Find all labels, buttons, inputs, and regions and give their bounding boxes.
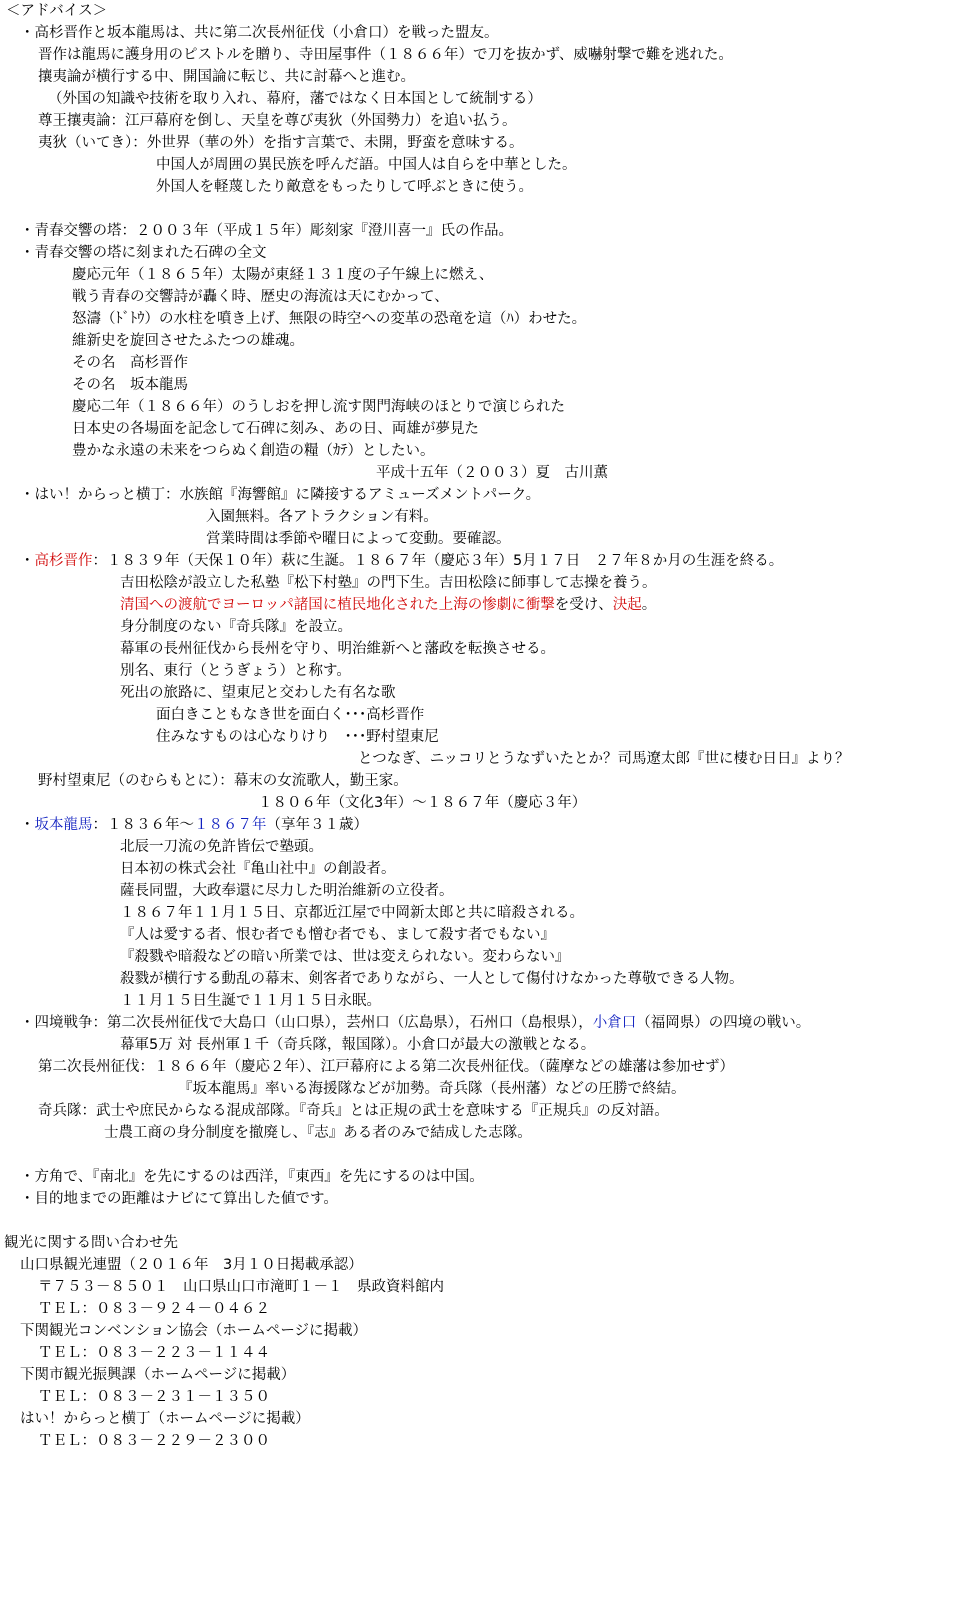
text-line: 薩長同盟，大政奉還に尽力した明治維新の立役者。 <box>120 883 454 899</box>
contact-org: 下関観光コンベンション協会（ホームページに掲載） <box>20 1323 368 1339</box>
takasugi-intro-line <box>20 550 783 572</box>
contact-phone: ＴＥＬ：０８３－２２９－２３００ <box>38 1433 270 1449</box>
text-line: 日本初の株式会社『亀山社中』の創設者。 <box>120 861 396 877</box>
text-line: 奇兵隊：武士や庶民からなる混成部隊。『奇兵』とは正規の武士を意味する『正規兵』の反対語。 <box>38 1103 669 1119</box>
inscription-line: 慶応二年（１８６６年）のうしおを押し流す関門海峡のほとりで演じられた <box>72 399 565 415</box>
contact-org: はい！からっと横丁（ホームページに掲載） <box>20 1411 310 1427</box>
quote-line: 『殺戮や暗殺などの暗い所業では、世は変えられない。変わらない』 <box>120 949 570 965</box>
highlight-red-text: 決起 <box>612 597 642 613</box>
text-line: 第二次長州征伐：１８６６年（慶応２年）、江戸幕府による第二次長州征伐。（薩摩などの雄藩は参加せず） <box>38 1059 734 1075</box>
text-line: 入園無料。各アトラクション有料。 <box>206 509 438 525</box>
text-line: 幕軍5万 対 長州軍１千（奇兵隊，報国隊）。小倉口が最大の激戦となる。 <box>120 1037 596 1053</box>
bullet: ・ <box>20 817 35 833</box>
text-line: １８６７年１１月１５日、京都近江屋で中岡新太郎と共に暗殺される。 <box>120 905 584 921</box>
poem-line: 住みなすものは心なりけり ･･･野村望東尼 <box>156 729 439 745</box>
advice-heading: ＜アドバイス＞ <box>6 3 108 19</box>
text-line: 尊王攘夷論：江戸幕府を倒し、天皇を尊び夷狄（外国勢力）を追い払う。 <box>38 113 517 129</box>
quote-line: 『人は愛する者、恨む者でも憎む者でも、まして殺す者でもない』 <box>120 927 555 943</box>
text-fragment: （福岡県）の四境の戦い。 <box>636 1015 811 1031</box>
text-line: （外国の知識や技術を取り入れ、幕府，藩ではなく日本国として統制する） <box>48 91 542 107</box>
text-line: ・方角で、『南北』を先にするのは西洋，『東西』を先にするのは中国。 <box>20 1169 484 1185</box>
text-line: ・目的地までの距離はナビにて算出した値です。 <box>20 1191 338 1207</box>
text-line: 死出の旅路に、望東尼と交わした有名な歌 <box>120 685 396 701</box>
text-fragment: 。 <box>641 597 657 613</box>
highlight-blue-text: １８６７年 <box>194 817 267 833</box>
text-line: １１月１５日生誕で１１月１５日永眠。 <box>120 993 381 1009</box>
sakamoto-intro-line <box>20 814 368 836</box>
highlight-blue-text: 小倉口 <box>592 1015 637 1031</box>
takasugi-highlight-line <box>120 594 656 616</box>
text-line: １８０６年（文化3年）～１８６７年（慶応３年） <box>258 795 587 811</box>
text-line: 士農工商の身分制度を撤廃し、『志』ある者のみで結成した志隊。 <box>104 1125 532 1141</box>
text-line: 殺戮が横行する動乱の幕末、剣客者でありながら、一人として傷付けなかった尊敬できる人物。 <box>120 971 744 987</box>
inscription-line: 慶応元年（１８６５年）太陽が東経１３１度の子午線上に燃え、 <box>72 267 494 283</box>
bullet: ・ <box>20 553 35 569</box>
contact-org: 山口県観光連盟（２０１６年 3月１０日掲載承認） <box>20 1257 363 1273</box>
text-line: ・高杉晋作と坂本龍馬は、共に第二次長州征伐（小倉口）を戦った盟友。 <box>20 25 499 41</box>
text-line: 中国人が周囲の異民族を呼んだ語。中国人は自らを中華とした。 <box>156 157 577 173</box>
text-line: 北辰一刀流の免許皆伝で塾頭。 <box>120 839 323 855</box>
inscription-line: 日本史の各場面を記念して石碑に刻み、あの日、両雄が夢見た <box>72 421 479 437</box>
shikyo-intro-line <box>20 1012 810 1034</box>
text-fragment: （享年３１歳） <box>266 817 368 833</box>
text-fragment: を受け、 <box>554 597 613 613</box>
highlight-red-text: 清国への渡航でヨーロッパ諸国に植民地化された上海の惨劇に衝撃 <box>120 597 555 613</box>
text-line: 野村望東尼（のむらもとに）：幕末の女流歌人，勤王家。 <box>38 773 408 789</box>
contact-address: 〒７５３－８５０１ 山口県山口市滝町１－１ 県政資料館内 <box>38 1279 444 1295</box>
inscription-signature: 平成十五年（２００３）夏 古川薫 <box>376 465 608 481</box>
contact-phone: ＴＥＬ：０８３－２３１－１３５０ <box>38 1389 270 1405</box>
text-line: ・青春交響の塔：２００３年（平成１５年）彫刻家『澄川喜一』氏の作品。 <box>20 223 513 239</box>
contact-org: 下関市観光振興課（ホームページに掲載） <box>20 1367 296 1383</box>
sakamoto-name: 坂本龍馬 <box>34 817 93 833</box>
text-line: 吉田松陰が設立した私塾『松下村塾』の門下生。吉田松陰に師事して志操を養う。 <box>120 575 657 591</box>
text-line: 外国人を軽蔑したり敵意をもったりして呼ぶときに使う。 <box>156 179 533 195</box>
takasugi-name: 高杉晋作 <box>34 553 93 569</box>
takasugi-intro: ：１８３９年（天保１０年）萩に生誕。１８６７年（慶応３年）5月１７日 ２７年８か月の生涯を終る。 <box>92 553 784 569</box>
text-line: 営業時間は季節や曜日によって変動。要確認。 <box>206 531 511 547</box>
inscription-line: 豊かな永遠の未来をつらぬく創造の糧（ｶﾃ）としたい。 <box>72 443 435 459</box>
text-line: ・はい！からっと横丁：水族館『海響館』に隣接するアミューズメントパーク。 <box>20 487 541 503</box>
text-line: とつなぎ、ニッコリとうなずいたとか？司馬遼太郎『世に棲む日日』より？ <box>358 751 850 767</box>
text-line: 『坂本龍馬』率いる海援隊などが加勢。奇兵隊（長州藩）などの圧勝で終結。 <box>178 1081 686 1097</box>
inscription-line: 戦う青春の交響詩が轟く時、歴史の海流は天にむかって、 <box>72 289 449 305</box>
contact-phone: ＴＥＬ：０８３－２２３－１１４４ <box>38 1345 270 1361</box>
text-line: 幕軍の長州征伐から長州を守り、明治維新へと藩政を転換させる。 <box>120 641 555 657</box>
text-line: 夷狄（いてき）：外世界（華の外）を指す言葉で、未開，野蛮を意味する。 <box>38 135 524 151</box>
text-line: 晋作は龍馬に護身用のピストルを贈り、寺田屋事件（１８６６年）で刀を抜かず、威嚇射撃で難を逃れた。 <box>38 47 733 63</box>
contacts-heading: 観光に関する問い合わせ先 <box>4 1235 178 1251</box>
inscription-line: 怒濤（ﾄﾞﾄｳ）の水柱を噴き上げ、無限の時空への変革の恐竜を這（ﾊ）わせた。 <box>72 311 587 327</box>
inscription-line: 維新史を旋回させたふたつの雄魂。 <box>72 333 304 349</box>
text-line: 身分制度のない『奇兵隊』を設立。 <box>120 619 352 635</box>
text-line: 攘夷論が横行する中、開国論に転じ、共に討幕へと進む。 <box>38 69 415 85</box>
text-fragment: ：１８３６年～ <box>92 817 194 833</box>
poem-line: 面白きこともなき世を面白く･･･高杉晋作 <box>156 707 425 723</box>
inscription-line: その名 坂本龍馬 <box>72 377 188 393</box>
text-line: ・青春交響の塔に刻まれた石碑の全文 <box>20 245 267 261</box>
contact-phone: ＴＥＬ：０８３－９２４－０４６２ <box>38 1301 270 1317</box>
text-line: 別名、東行（とうぎょう）と称す。 <box>120 663 351 679</box>
text-fragment: ・四境戦争：第二次長州征伐で大島口（山口県），芸州口（広島県），石州口（島根県）， <box>20 1015 593 1031</box>
inscription-line: その名 高杉晋作 <box>72 355 188 371</box>
